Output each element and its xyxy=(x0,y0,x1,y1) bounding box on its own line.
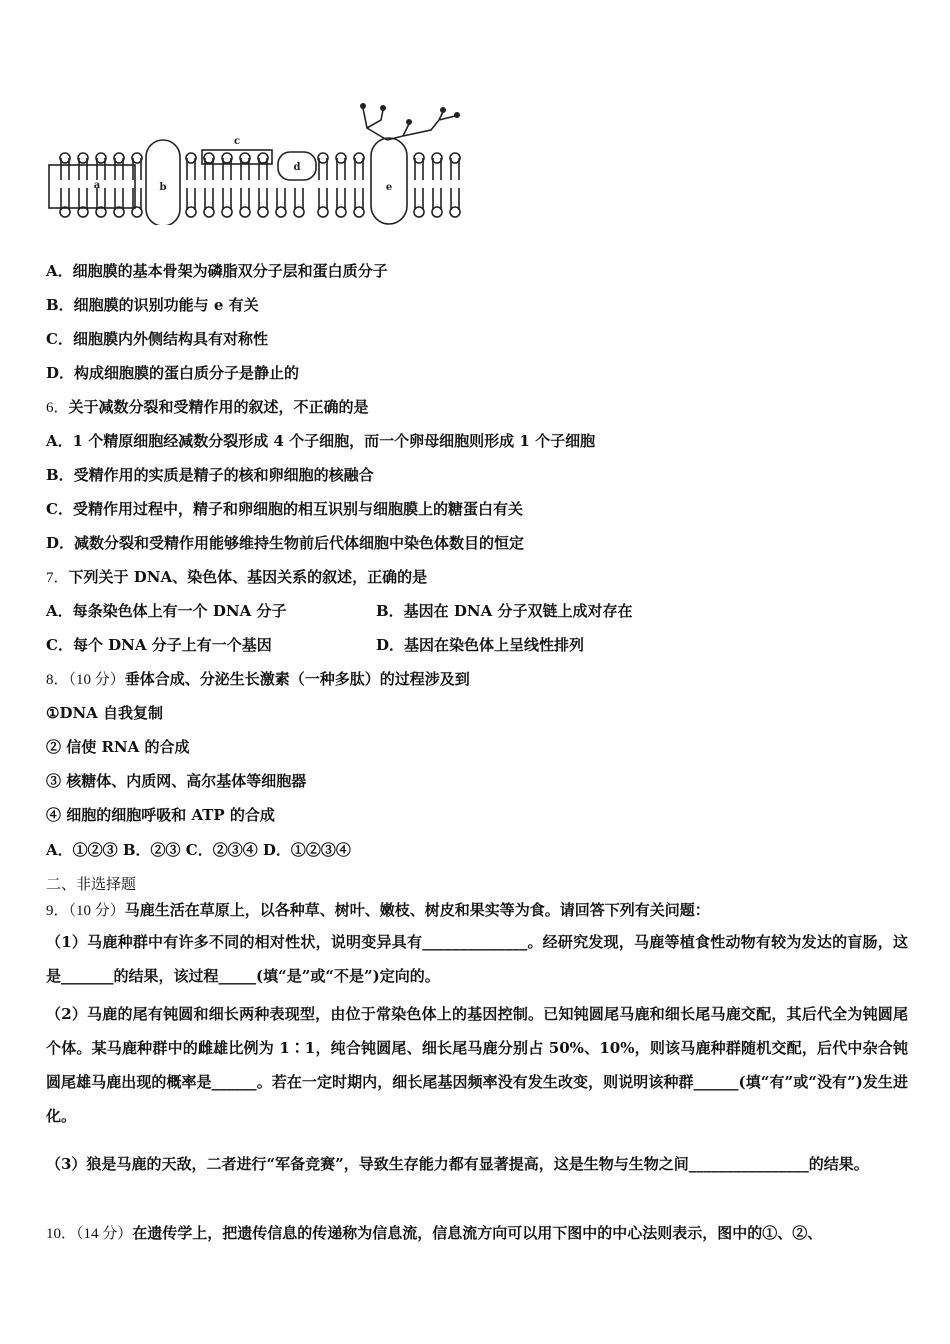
q7-option-c: C．每个 DNA 分子上有一个基因 xyxy=(46,636,272,654)
section-heading: 二、非选择题 xyxy=(46,875,137,893)
q8-item-4: ④ 细胞的细胞呼吸和 ATP 的合成 xyxy=(46,806,275,824)
q7-option-b: B．基因在 DNA 分子双链上成对存在 xyxy=(376,602,633,620)
phospholipid-lower-layer xyxy=(60,188,460,217)
q7-stem xyxy=(46,567,427,588)
q7-option-d: D．基因在染色体上呈线性排列 xyxy=(376,636,585,654)
q10-stem xyxy=(46,1223,822,1244)
q7-option-a: A．每条染色体上有一个 DNA 分子 xyxy=(46,602,287,620)
phospholipid-upper-layer xyxy=(60,153,460,180)
q7-text: 下列关于 DNA、染色体、基因关系的叙述，正确的是 xyxy=(68,568,428,586)
label-e: e xyxy=(385,182,393,193)
q8-options: A．①②③ B．②③ C．②③④ D．①②③④ xyxy=(46,841,351,859)
q8-text: 垂体合成、分泌生长激素（一种多肽）的过程涉及到 xyxy=(124,670,470,688)
label-b: b xyxy=(159,182,167,193)
q6-option-c: C．受精作用过程中，精子和卵细胞的相互识别与细胞膜上的糖蛋白有关 xyxy=(46,500,523,518)
q8-number: 8．（10 分） xyxy=(46,672,125,688)
q5-option-b: B．细胞膜的识别功能与 e 有关 xyxy=(46,296,259,314)
label-a: a xyxy=(93,180,101,191)
q6-option-a: A．1 个精原细胞经减数分裂形成 4 个子细胞，而一个卵母细胞则形成 1 个子细胞 xyxy=(46,432,596,450)
q9-part-3: （3）狼是马鹿的天敌，二者进行“军备竞赛”，导致生存能力都有显著提高，这是生物与生物之间________________的结果。 xyxy=(46,1155,869,1173)
q9-number: 9．（10 分） xyxy=(46,903,125,919)
region-a-box xyxy=(49,165,135,208)
q5-option-c: C．细胞膜内外侧结构具有对称性 xyxy=(46,330,268,348)
q9-part-2: （2）马鹿的尾有钝圆和细长两种表现型，由位于常染色体上的基因控制。已知钝圆尾马鹿和细长尾马鹿交配，其后代全为钝圆尾个体。某马鹿种群中的雌雄比例为 1∶1，纯合钝圆尾、细长尾马鹿分别占 50%、10%，则该马鹿种群随机交配，后代中杂合钝圆尾雄马鹿出现的概率是______。若在一定时期内，细长尾基因频率没有发生改变，则说明该种群______(填“有”或“没有”)发生进化。 xyxy=(46,1005,908,1125)
glycoprotein-e xyxy=(371,138,407,224)
q8-item-3: ③ 核糖体、内质网、高尔基体等细胞器 xyxy=(46,772,307,790)
label-d: d xyxy=(293,162,301,173)
q9-stem xyxy=(46,900,710,921)
q10-text: 在遗传学上，把遗传信息的传递称为信息流，信息流方向可以用下图中的中心法则表示，图中的①、②、 xyxy=(132,1224,823,1242)
cell-membrane-diagram xyxy=(47,100,467,225)
label-c: c xyxy=(233,136,241,147)
q6-number: 6． xyxy=(46,400,69,416)
q6-stem xyxy=(46,397,369,418)
q8-item-1: ①DNA 自我复制 xyxy=(46,704,164,722)
q7-number: 7． xyxy=(46,570,69,586)
q6-option-d: D．减数分裂和受精作用能够维持生物前后代体细胞中染色体数目的恒定 xyxy=(46,534,525,552)
q5-option-a: A．细胞膜的基本骨架为磷脂双分子层和蛋白质分子 xyxy=(46,262,388,280)
q6-text: 关于减数分裂和受精作用的叙述，不正确的是 xyxy=(68,398,369,416)
q8-item-2: ② 信使 RNA 的合成 xyxy=(46,738,190,756)
q10-number: 10．（14 分） xyxy=(46,1226,133,1242)
q8-stem xyxy=(46,669,470,690)
q5-option-d: D．构成细胞膜的蛋白质分子是静止的 xyxy=(46,364,300,382)
q9-text: 马鹿生活在草原上，以各种草、树叶、嫩枝、树皮和果实等为食。请回答下列有关问题： xyxy=(124,901,710,919)
q6-option-b: B．受精作用的实质是精子的核和卵细胞的核融合 xyxy=(46,466,374,484)
q9-part-1: （1）马鹿种群中有许多不同的相对性状，说明变异具有______________。经研究发现，马鹿等植食性动物有较为发达的盲肠，这是_______的结果，该过程_____(填“是”或“不是”)定向的。 xyxy=(46,933,908,985)
